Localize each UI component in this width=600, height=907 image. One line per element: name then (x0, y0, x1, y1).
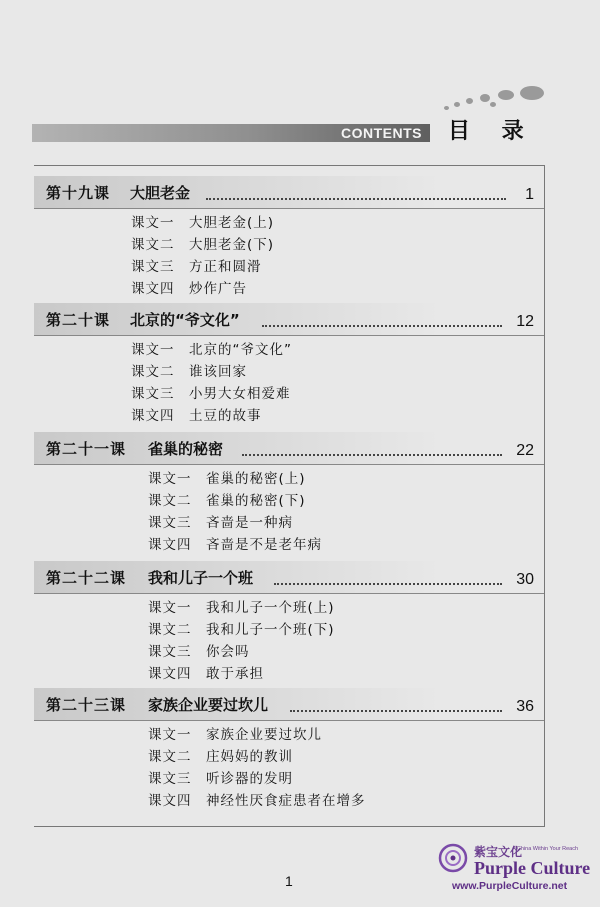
text-item[interactable] (148, 790, 366, 812)
text-item[interactable] (148, 534, 322, 556)
lesson-header[interactable] (34, 561, 544, 594)
lesson-page-number: 30 (516, 571, 534, 588)
text-label: 课文一 (148, 727, 192, 743)
text-item[interactable] (131, 212, 274, 234)
lesson-number: 第二十二课 (46, 569, 127, 587)
text-title: 谁该回家 (189, 364, 247, 380)
text-title: 家族企业要过坎儿 (206, 727, 322, 743)
leader-dots (262, 325, 502, 327)
text-label: 课文三 (131, 386, 175, 402)
text-item[interactable] (131, 234, 274, 256)
text-label: 课文四 (148, 666, 192, 682)
leader-dots (206, 198, 506, 200)
text-item[interactable] (148, 512, 293, 534)
text-title: 方正和圆滑 (189, 259, 262, 275)
lesson-header[interactable] (34, 303, 544, 336)
text-title: 土豆的故事 (189, 408, 262, 424)
watermark-tagline: A China Within Your Reach (512, 846, 579, 852)
lesson-number: 第二十一课 (46, 440, 127, 458)
lesson-header[interactable] (34, 688, 544, 721)
text-label: 课文一 (148, 600, 192, 616)
text-title: 你会吗 (206, 644, 250, 660)
lesson-title: 我和儿子一个班 (148, 569, 254, 587)
text-item[interactable] (131, 383, 291, 405)
lesson-number: 第二十三课 (46, 696, 127, 714)
text-label: 课文二 (148, 749, 192, 765)
lesson-page-number: 22 (516, 442, 534, 459)
text-title: 雀巢的秘密(下) (206, 493, 306, 509)
text-title: 小男大女相爱难 (189, 386, 291, 402)
text-item[interactable] (148, 768, 293, 790)
text-title: 听诊器的发明 (206, 771, 293, 787)
text-label: 课文四 (148, 793, 192, 809)
lesson-number: 第十九课 (46, 184, 111, 202)
text-label: 课文二 (148, 622, 192, 638)
lesson-title: 北京的“爷文化” (130, 311, 240, 329)
text-label: 课文三 (148, 644, 192, 660)
contents-band (32, 124, 430, 142)
text-title: 大胆老金(上) (189, 215, 275, 231)
text-item[interactable] (148, 746, 293, 768)
text-item[interactable] (131, 278, 247, 300)
lesson-page-number: 1 (525, 186, 534, 203)
watermark-chinese: 紫宝文化 (474, 845, 523, 859)
text-label: 课文三 (148, 771, 192, 787)
leader-dots (274, 583, 502, 585)
lesson-title: 家族企业要过坎儿 (148, 696, 269, 714)
text-item[interactable] (131, 405, 262, 427)
text-label: 课文二 (131, 364, 175, 380)
text-title: 我和儿子一个班(下) (206, 622, 335, 638)
page-number: 1 (285, 873, 293, 889)
text-label: 课文一 (148, 471, 192, 487)
lesson-title: 雀巢的秘密 (148, 440, 224, 458)
text-item[interactable] (148, 663, 264, 685)
text-item[interactable] (131, 256, 262, 278)
lesson-title: 大胆老金 (130, 184, 191, 202)
text-title: 大胆老金(下) (189, 237, 275, 253)
lesson-header[interactable] (34, 432, 544, 465)
leader-dots (242, 454, 502, 456)
text-title: 吝啬是一种病 (206, 515, 293, 531)
text-title: 炒作广告 (189, 281, 247, 297)
text-item[interactable] (148, 619, 335, 641)
contents-english-title: CONTENTS (341, 125, 422, 141)
text-title: 神经性厌食症患者在增多 (206, 793, 366, 809)
text-label: 课文一 (131, 215, 175, 231)
lesson-page-number: 12 (516, 313, 534, 330)
decorative-dots (430, 86, 550, 116)
text-item[interactable] (148, 468, 306, 490)
text-label: 课文二 (148, 493, 192, 509)
text-label: 课文四 (148, 537, 192, 553)
text-label: 课文四 (131, 281, 175, 297)
text-label: 课文一 (131, 342, 175, 358)
text-title: 雀巢的秘密(上) (206, 471, 306, 487)
text-title: 我和儿子一个班(上) (206, 600, 335, 616)
text-title: 北京的“爷文化” (189, 342, 292, 358)
toc-list (34, 165, 545, 827)
text-item[interactable] (148, 724, 322, 746)
lesson-header[interactable] (34, 176, 544, 209)
purple-culture-logo-icon (438, 843, 468, 873)
text-item[interactable] (131, 361, 247, 383)
text-label: 课文三 (131, 259, 175, 275)
text-item[interactable] (148, 641, 250, 663)
leader-dots (290, 710, 502, 712)
text-title: 敢于承担 (206, 666, 264, 682)
lesson-number: 第二十课 (46, 311, 111, 329)
lesson-page-number: 36 (516, 698, 534, 715)
text-label: 课文四 (131, 408, 175, 424)
text-item[interactable] (131, 339, 292, 361)
text-item[interactable] (148, 490, 306, 512)
watermark-brand: Purple Culture (474, 858, 591, 878)
watermark-url: www.PurpleCulture.net (452, 880, 568, 892)
text-title: 吝啬是不是老年病 (206, 537, 322, 553)
text-title: 庄妈妈的教训 (206, 749, 293, 765)
contents-chinese-title: 目 录 (448, 119, 536, 144)
text-item[interactable] (148, 597, 335, 619)
text-label: 课文三 (148, 515, 192, 531)
text-label: 课文二 (131, 237, 175, 253)
